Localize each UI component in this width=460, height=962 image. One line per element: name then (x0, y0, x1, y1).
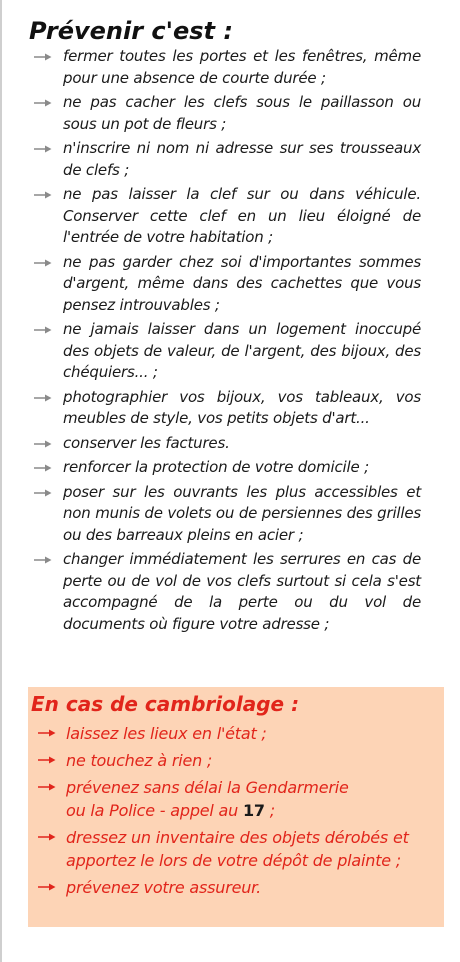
arrow-bullet-icon (34, 326, 52, 334)
police-line-first: prévenez sans délai la Gendarmerie (66, 778, 349, 797)
burglary-item (28, 749, 444, 772)
prevention-item-text: ne pas laisser la clef sur ou dans véhicule. Conserver cette clef en un lieu éloigné de l'entrée de votre habitation ; (63, 185, 421, 246)
arrow-bullet-icon (34, 145, 52, 153)
prevention-item (0, 387, 460, 430)
burglary-item-text: laissez les lieux en l'état ; (66, 724, 267, 743)
arrow-bullet-icon (34, 464, 52, 472)
prevention-item-text: ne pas cacher les clefs sous le paillasson ou sous un pot de fleurs ; (63, 93, 421, 133)
arrow-bullet-icon (34, 556, 52, 564)
arrow-bullet-icon (34, 99, 52, 107)
police-line-suffix: ; (264, 801, 275, 820)
red-arrow-bullet-icon (38, 783, 56, 791)
burglary-item (28, 722, 444, 745)
prevention-item-text: renforcer la protection de votre domicile ; (63, 458, 369, 476)
burglary-item-text (66, 776, 442, 822)
prevention-item (0, 46, 460, 89)
arrow-bullet-icon (34, 394, 52, 402)
red-arrow-bullet-icon (38, 729, 56, 737)
prevention-item (0, 457, 460, 479)
prevention-title: Prévenir c'est : (29, 17, 233, 45)
prevention-item-text: ne jamais laisser dans un logement inoccupé des objets de valeur, de l'argent, des bijoux, des chéquiers... ; (63, 320, 421, 381)
police-line-prefix: ou la Police - appel au (66, 801, 243, 820)
prevention-item (0, 433, 460, 455)
prevention-list (0, 46, 460, 638)
red-arrow-bullet-icon (38, 883, 56, 891)
arrow-bullet-icon (34, 489, 52, 497)
prevention-item-text: photographier vos bijoux, vos tableaux, vos meubles de style, vos petits objets d'art... (63, 387, 421, 427)
prevention-item-text: ne pas garder chez soi d'importantes sommes d'argent, même dans des cachettes que vous pensez introuvables ; (63, 252, 421, 314)
arrow-bullet-icon (34, 259, 52, 267)
burglary-item-text: dressez un inventaire des objets dérobés et apportez le lors de votre dépôt de plainte ; (66, 828, 409, 870)
prevention-item (0, 549, 460, 635)
prevention-item (0, 482, 460, 547)
burglary-item-text: ne touchez à rien ; (66, 751, 213, 770)
prevention-item (0, 92, 460, 135)
burglary-item (28, 826, 444, 872)
burglary-item-text: prévenez votre assureur. (66, 878, 261, 897)
red-arrow-bullet-icon (38, 756, 56, 764)
prevention-item-text: conserver les factures. (63, 433, 230, 452)
police-number: 17 (243, 801, 265, 820)
burglary-section (28, 687, 444, 927)
prevention-item (0, 138, 460, 181)
prevention-item (0, 184, 460, 249)
arrow-bullet-icon (34, 53, 52, 61)
prevention-item (0, 252, 460, 317)
prevention-item-text: n'inscrire ni nom ni adresse sur ses trousseaux de clefs ; (63, 139, 421, 179)
prevention-item-text: fermer toutes les portes et les fenêtres, même pour une absence de courte durée ; (63, 47, 421, 87)
burglary-item (28, 776, 444, 822)
prevention-item-text: changer immédiatement les serrures en cas de perte ou de vol de vos clefs surtout si cela s'est accompagné de la perte ou du vol de documents où figure votre adresse ; (63, 550, 421, 633)
arrow-bullet-icon (34, 440, 52, 448)
arrow-bullet-icon (34, 191, 52, 199)
burglary-title: En cas de cambriolage : (31, 692, 300, 716)
burglary-item (28, 876, 444, 899)
burglary-list (28, 722, 444, 903)
prevention-item-text: poser sur les ouvrants les plus accessibles et non munis de volets ou de persiennes des grilles ou des barreaux pleins en acier ; (63, 482, 421, 544)
red-arrow-bullet-icon (38, 833, 56, 841)
prevention-item (0, 319, 460, 384)
